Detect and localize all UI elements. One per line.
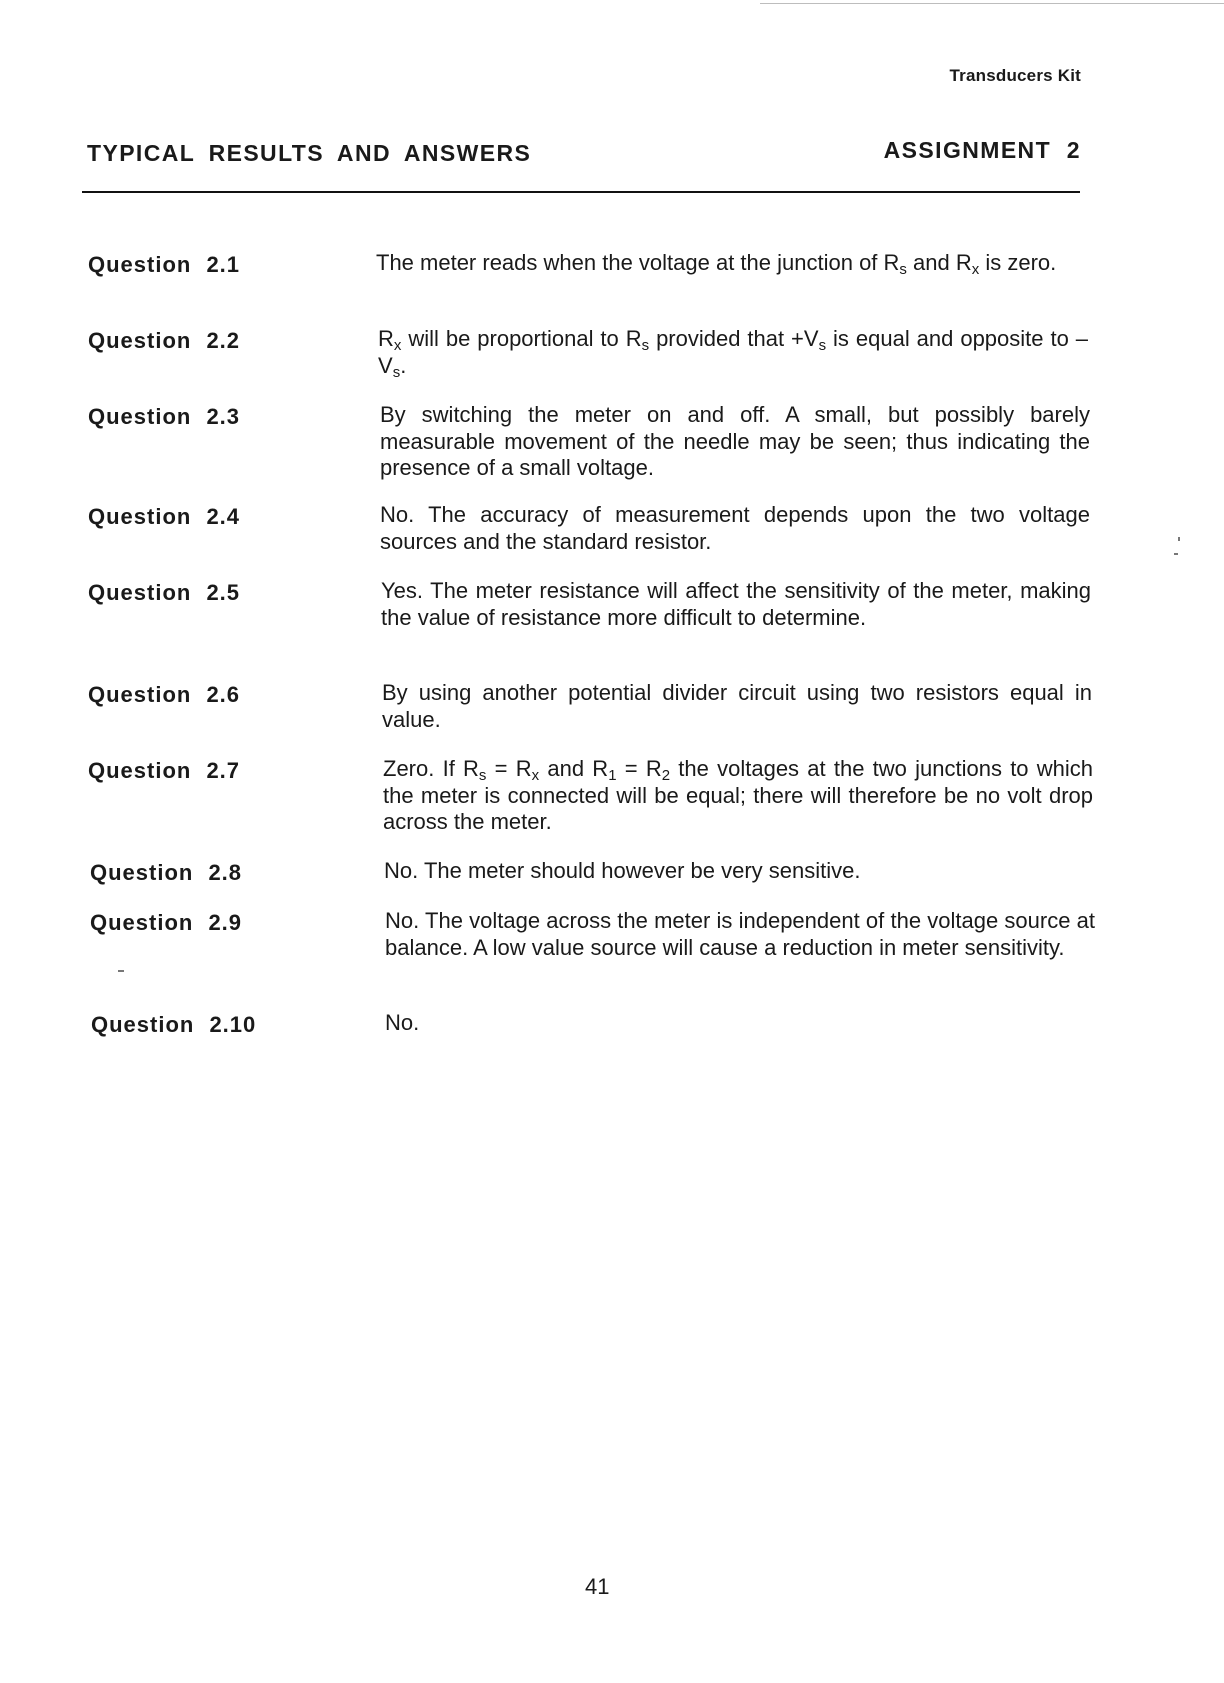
question-answer: No. The voltage across the meter is independent of the voltage source at balance. A low value source will cause a reduction in meter sensitivity. <box>385 908 1095 960</box>
question-answer: The meter reads when the voltage at the junction of $R_s$ and $R_x$ is zero. <box>376 250 1057 278</box>
page-number: 41 <box>585 1574 610 1599</box>
section-title: TYPICAL RESULTS AND ANSWERS <box>87 140 532 166</box>
question-label: Question 2.3 <box>88 404 241 429</box>
question-answer: Zero. If $R_s = R_x$ and $R_1 = R_2$ the voltages at the two junctions to which the meter is connected will be equal; there will therefore be no volt drop across the meter. <box>383 756 1094 834</box>
header-rule <box>82 191 1080 193</box>
scan-edge-line <box>760 3 1224 4</box>
question-answer: $R_x$ will be proportional to $R_s$ provided that $+V_s$ is equal and opposite to $-V_s$. <box>378 326 1088 381</box>
stray-mark <box>1178 537 1180 541</box>
question-answer: By switching the meter on and off. A small, but possibly barely measurable movement of the needle may be seen; thus indicating the presence of a small voltage. <box>380 402 1090 480</box>
stray-mark <box>118 970 124 972</box>
question-answer: Yes. The meter resistance will affect the sensitivity of the meter, making the value of resistance more difficult to determine. <box>381 578 1091 630</box>
assignment-label: ASSIGNMENT 2 <box>883 137 1081 163</box>
kit-label: Transducers Kit <box>949 66 1081 85</box>
question-answer: No. The meter should however be very sensitive. <box>384 858 861 883</box>
question-answer: No. <box>385 1010 420 1035</box>
stray-mark <box>1174 553 1178 555</box>
question-label: Question 2.7 <box>88 758 241 783</box>
question-label: Question 2.4 <box>88 504 241 529</box>
question-label: Question 2.1 <box>88 252 241 277</box>
question-label: Question 2.10 <box>91 1012 257 1037</box>
question-answer: By using another potential divider circuit using two resistors equal in value. <box>382 680 1092 732</box>
question-label: Question 2.9 <box>90 910 243 935</box>
question-label: Question 2.2 <box>88 328 241 353</box>
question-label: Question 2.8 <box>90 860 243 885</box>
question-label: Question 2.6 <box>88 682 241 707</box>
question-label: Question 2.5 <box>88 580 241 605</box>
question-answer: No. The accuracy of measurement depends upon the two voltage sources and the standard resistor. <box>380 502 1090 554</box>
